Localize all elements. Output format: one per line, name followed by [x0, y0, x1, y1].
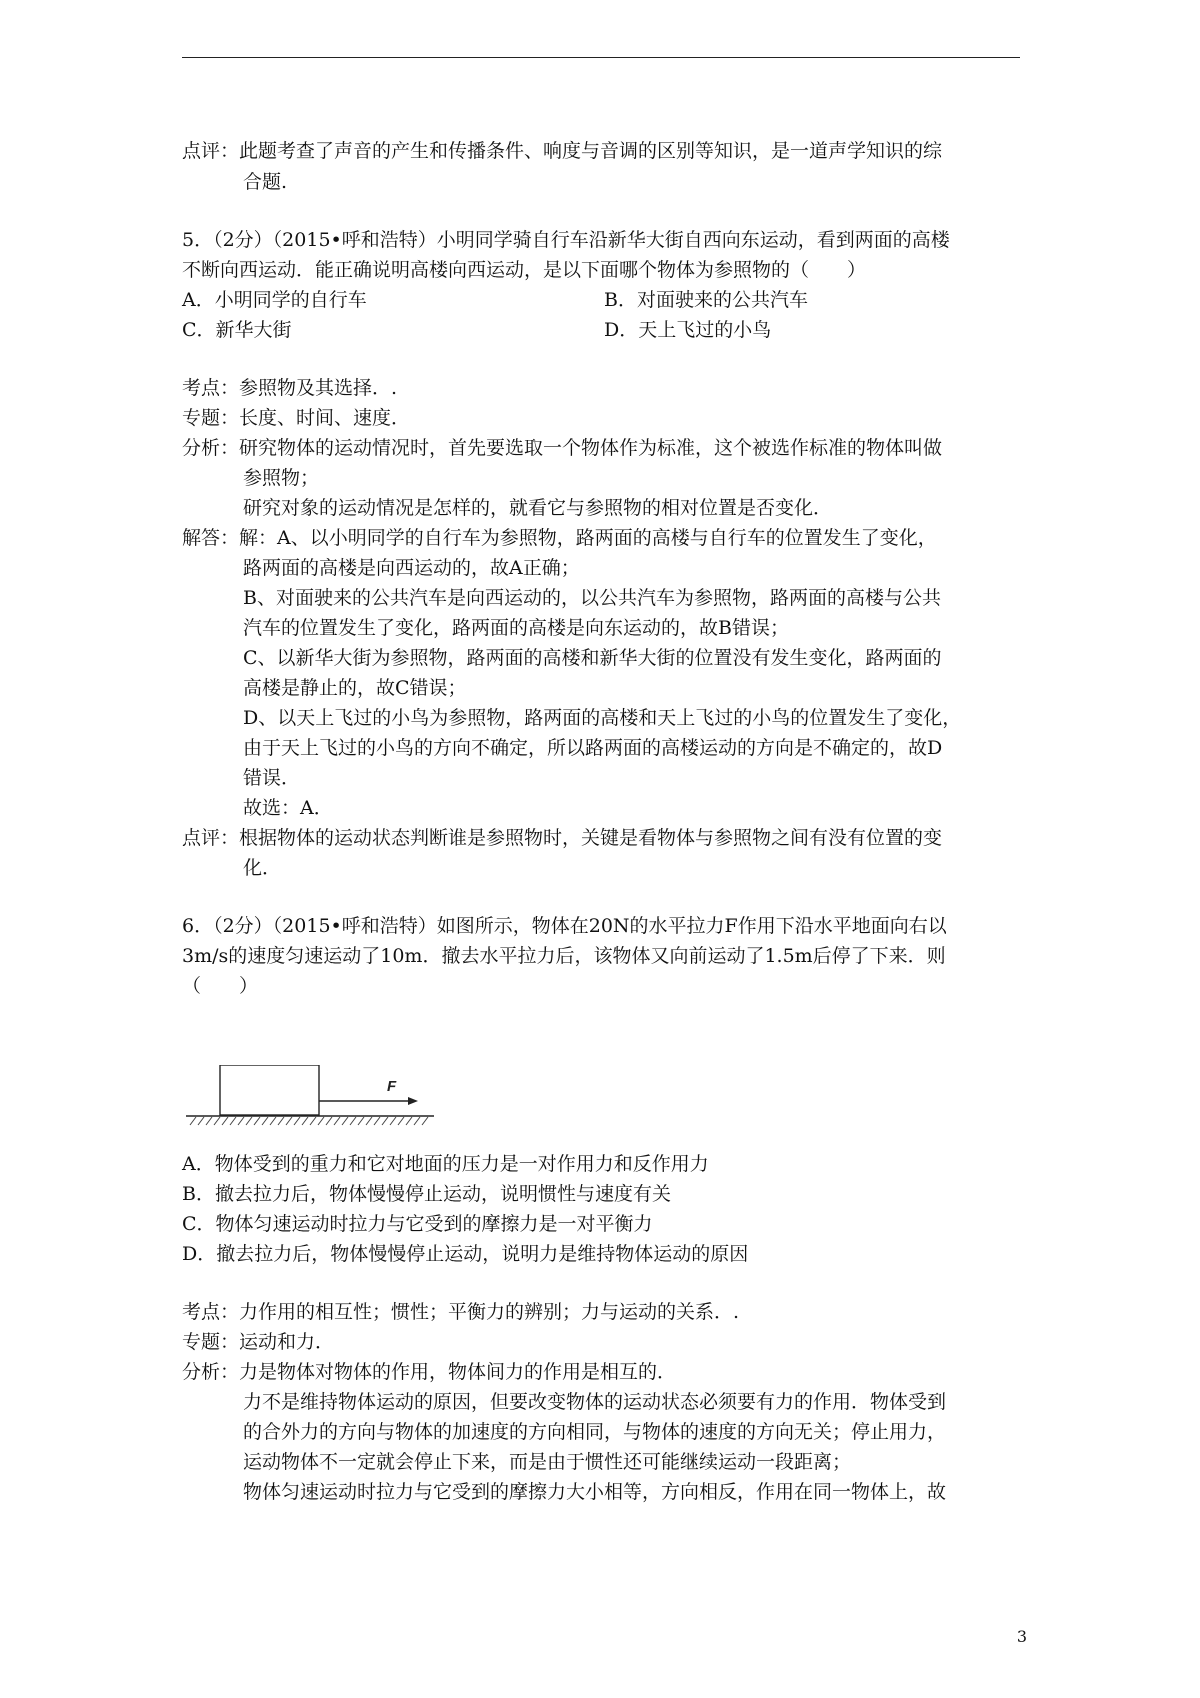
question-5-jieda: B、对面驶来的公共汽车是向西运动的，以公共汽车为参照物，路两面的高楼与公共 — [243, 587, 941, 609]
question-5-dianping: 化． — [243, 857, 282, 879]
question-5-dianping: 点评：根据物体的运动状态判断谁是参照物时，关键是看物体与参照物之间有没有位置的变 — [182, 827, 943, 849]
ground-hatching — [190, 1117, 428, 1125]
question-6-zhuanti: 专题：运动和力． — [182, 1331, 335, 1353]
question-5-option-a: A．小明同学的自行车 — [182, 289, 367, 311]
question-5-option-b: B．对面驶来的公共汽车 — [604, 289, 808, 311]
question-6-option-c: C．物体匀速运动时拉力与它受到的摩擦力是一对平衡力 — [182, 1213, 653, 1235]
block — [220, 1065, 319, 1115]
question-5-jieda: 由于天上飞过的小鸟的方向不确定，所以路两面的高楼运动的方向是不确定的，故D — [243, 737, 943, 759]
question-5-jieda: 路两面的高楼是向西运动的，故A正确； — [243, 557, 580, 579]
question-6-fenxi: 分析：力是物体对物体的作用，物体间力的作用是相互的． — [182, 1361, 677, 1383]
page-number: 3 — [1016, 1627, 1027, 1646]
question-5-jieda: 高楼是静止的，故C错误； — [243, 677, 467, 699]
question-5-fenxi: 研究对象的运动情况是怎样的，就看它与参照物的相对位置是否变化． — [243, 497, 833, 519]
force-diagram-svg — [182, 1065, 438, 1127]
question-6-option-a: A．物体受到的重力和它对地面的压力是一对作用力和反作用力 — [182, 1153, 709, 1175]
review-line: 合题. — [243, 171, 288, 193]
question-5-zhuanti: 专题：长度、时间、速度． — [182, 407, 411, 429]
force-arrowhead — [408, 1097, 418, 1105]
question-6-fenxi: 的合外力的方向与物体的加速度的方向相同，与物体的速度的方向无关；停止用力， — [243, 1421, 947, 1443]
question-6-fenxi: 运动物体不一定就会停止下来，而是由于惯性还可能继续运动一段距离； — [243, 1451, 852, 1473]
question-6-option-b: B．撤去拉力后，物体慢慢停止运动，说明惯性与速度有关 — [182, 1183, 671, 1205]
question-5-option-d: D．天上飞过的小鸟 — [604, 319, 772, 341]
question-5-stem: 不断向西运动．能正确说明高楼向西运动，是以下面哪个物体为参照物的（ ） — [182, 259, 867, 281]
question-5-jieda: 错误． — [243, 767, 301, 789]
question-6-option-d: D．撤去拉力后，物体慢慢停止运动，说明力是维持物体运动的原因 — [182, 1243, 749, 1265]
header-rule — [182, 57, 1020, 58]
question-5-jieda: 解答：解：A、以小明同学的自行车为参照物，路两面的高楼与自行车的位置发生了变化， — [182, 527, 937, 549]
question-5-fenxi: 参照物； — [243, 467, 320, 489]
question-6-stem: （ ） — [182, 975, 259, 997]
question-5-stem: 5．（2分）（2015•呼和浩特）小明同学骑自行车沿新华大街自西向东运动，看到两面的高楼 — [182, 229, 950, 251]
review-line: 点评：此题考查了声音的产生和传播条件、响度与音调的区别等知识，是一道声学知识的综 — [182, 140, 943, 162]
question-6-stem: 3m/s的速度匀速运动了10m．撤去水平拉力后，该物体又向前运动了1.5m后停了下来．则 — [182, 945, 946, 967]
question-5-jieda: 汽车的位置发生了变化，路两面的高楼是向东运动的，故B错误； — [243, 617, 789, 639]
question-5-jieda: 故选：A． — [243, 797, 333, 819]
question-6-fenxi: 物体匀速运动时拉力与它受到的摩擦力大小相等，方向相反，作用在同一物体上，故 — [243, 1481, 947, 1503]
question-5-jieda: D、以天上飞过的小鸟为参照物，路两面的高楼和天上飞过的小鸟的位置发生了变化， — [243, 707, 962, 729]
question-6-stem: 6．（2分）（2015•呼和浩特）如图所示，物体在20N的水平拉力F作用下沿水平地面向右以 — [182, 915, 947, 937]
question-5-jieda: C、以新华大街为参照物，路两面的高楼和新华大街的位置没有发生变化，路两面的 — [243, 647, 942, 669]
question-5-fenxi: 分析：研究物体的运动情况时，首先要选取一个物体作为标准，这个被选作标准的物体叫做 — [182, 437, 943, 459]
question-5-option-c: C．新华大街 — [182, 319, 292, 341]
question-6-kaodian: 考点：力作用的相互性；惯性；平衡力的辨别；力与运动的关系．. — [182, 1301, 740, 1323]
force-label: F — [387, 1078, 397, 1095]
force-diagram — [182, 1065, 438, 1127]
question-5-kaodian: 考点：参照物及其选择．. — [182, 377, 398, 399]
question-6-fenxi: 力不是维持物体运动的原因，但要改变物体的运动状态必须要有力的作用．物体受到 — [243, 1391, 947, 1413]
